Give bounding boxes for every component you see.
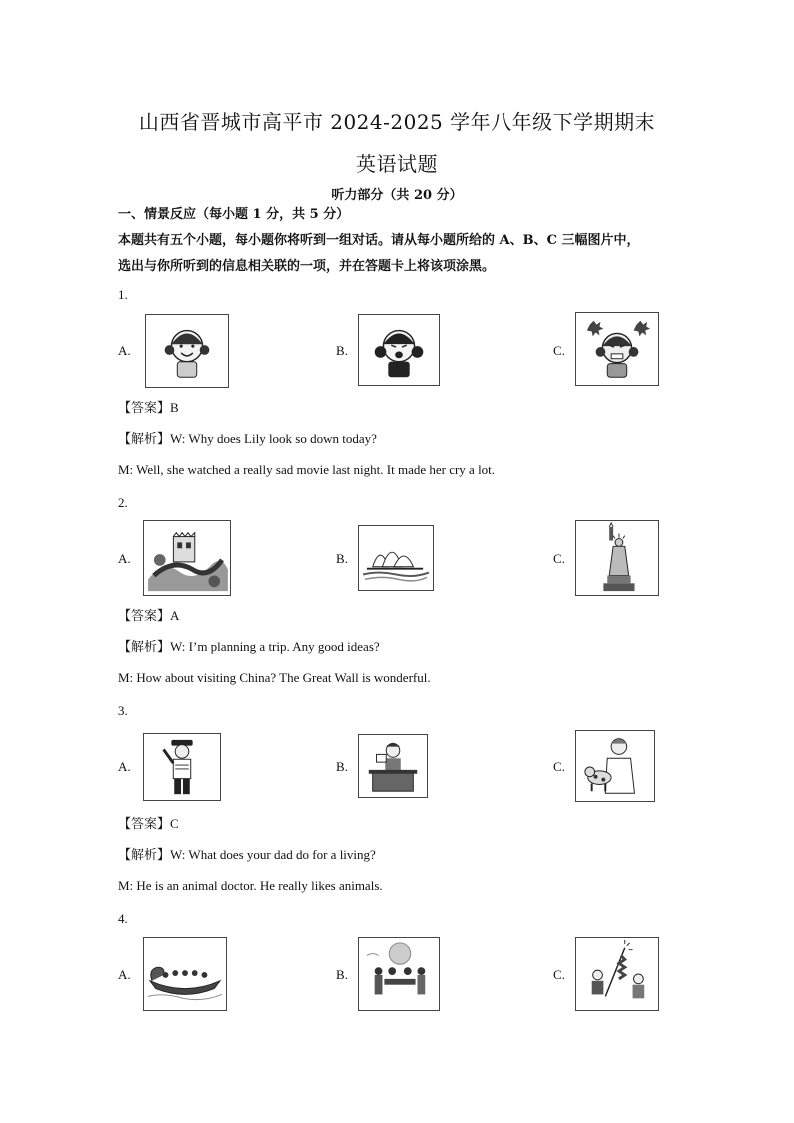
great-wall-icon — [144, 521, 230, 595]
analysis-line — [118, 638, 380, 657]
option-picture[interactable] — [143, 733, 221, 801]
option-label: C. — [553, 343, 565, 358]
option-picture[interactable] — [143, 520, 231, 596]
option-label: C. — [553, 759, 565, 774]
option-picture[interactable] — [575, 312, 659, 386]
option-label: B. — [336, 759, 348, 774]
dialogue-m: M: He is an animal doctor. He really likes animals. — [118, 878, 383, 893]
answer-value: A — [170, 608, 180, 623]
analysis-label: 【解析】 — [118, 640, 171, 655]
crying-girl-icon — [359, 315, 439, 385]
part-subtitle: 听力部分（共 20 分） — [331, 188, 463, 203]
mid-autumn-family-icon — [359, 938, 439, 1010]
option-picture[interactable] — [575, 937, 659, 1011]
option-picture[interactable] — [143, 937, 227, 1011]
analysis-label: 【解析】 — [118, 848, 171, 863]
answer-label: 【答案】 — [118, 401, 171, 416]
dialogue-w: W: Why does Lily look so down today? — [170, 431, 377, 446]
page-title-subject: 英语试题 — [356, 152, 438, 176]
dialogue-w: W: What does your dad do for a living? — [170, 847, 376, 862]
page-title: 山西省晋城市高平市 2024-2025 学年八年级下学期期末 — [138, 110, 656, 134]
answer-label: 【答案】 — [118, 817, 171, 832]
option-picture[interactable] — [358, 314, 440, 386]
dialogue-m: M: How about visiting China? The Great Wall is wonderful. — [118, 670, 431, 685]
firecrackers-icon — [576, 938, 658, 1010]
dragon-boat-icon — [144, 938, 226, 1010]
dialogue-w: W: I’m planning a trip. Any good ideas? — [170, 639, 380, 654]
answer-value: B — [170, 400, 179, 415]
option-label: A. — [118, 551, 131, 566]
analysis-line — [118, 846, 376, 865]
option-label: A. — [118, 967, 131, 982]
option-label: B. — [336, 551, 348, 566]
answer-label: 【答案】 — [118, 609, 171, 624]
answer-line — [118, 399, 179, 418]
option-label: A. — [118, 759, 131, 774]
opera-house-icon — [359, 526, 433, 590]
option-label: A. — [118, 343, 131, 358]
answer-value: C — [170, 816, 179, 831]
smiling-girl-icon — [146, 315, 228, 387]
question-number: 1. — [118, 287, 128, 302]
dialogue-m: M: Well, she watched a really sad movie last night. It made her cry a lot. — [118, 462, 496, 477]
question-number: 4. — [118, 911, 128, 926]
option-label: C. — [553, 551, 565, 566]
instruction-line-2: 选出与你所听到的信息相关联的一项，并在答题卡上将该项涂黑。 — [118, 259, 496, 274]
analysis-line — [118, 430, 377, 449]
police-officer-icon — [144, 734, 220, 800]
question-number: 3. — [118, 703, 128, 718]
option-picture[interactable] — [575, 730, 655, 802]
analysis-label: 【解析】 — [118, 432, 171, 447]
instruction-line-1: 本题共有五个小题，每小题你将听到一组对话。请从每小题所给的 A、B、C 三幅图片中， — [118, 233, 640, 248]
section-heading: 一、情景反应（每小题 1 分，共 5 分） — [118, 207, 350, 222]
option-label: C. — [553, 967, 565, 982]
option-picture[interactable] — [358, 937, 440, 1011]
statue-of-liberty-icon — [576, 521, 658, 595]
option-picture[interactable] — [358, 734, 428, 798]
answer-line — [118, 815, 179, 834]
option-picture[interactable] — [358, 525, 434, 591]
angry-girl-icon — [576, 313, 658, 385]
option-label: B. — [336, 967, 348, 982]
option-label: B. — [336, 343, 348, 358]
option-picture[interactable] — [145, 314, 229, 388]
teacher-icon — [359, 735, 427, 797]
option-picture[interactable] — [575, 520, 659, 596]
answer-line — [118, 607, 179, 626]
question-number: 2. — [118, 495, 128, 510]
vet-doctor-icon — [576, 731, 654, 801]
